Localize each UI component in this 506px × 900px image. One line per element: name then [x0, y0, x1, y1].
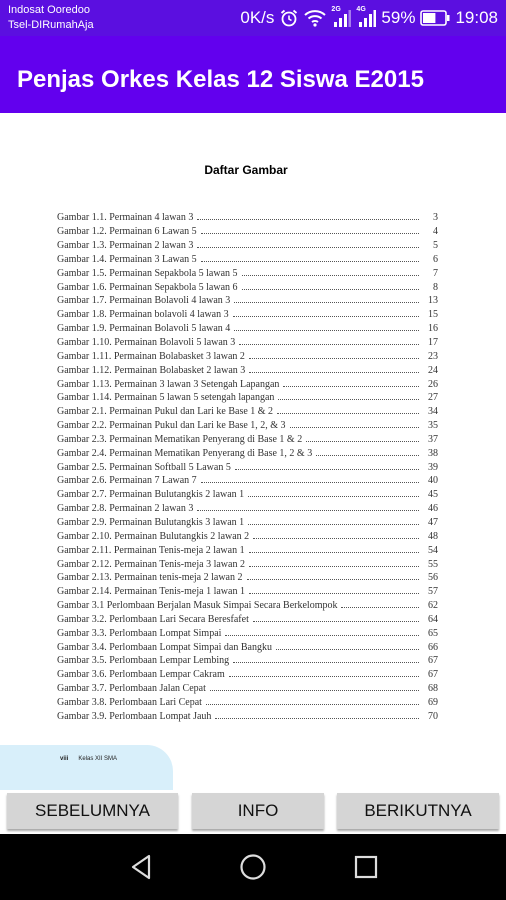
figure-list-item [57, 557, 438, 571]
clock: 19:08 [455, 8, 498, 27]
status-icons [240, 7, 498, 29]
figure-list-item [57, 709, 438, 723]
dot-leader [239, 338, 419, 345]
dot-leader [247, 573, 420, 580]
figure-list-item [57, 502, 438, 516]
figure-page-number: 46 [428, 503, 438, 515]
figure-caption: Gambar 1.5. Permainan Sepakbola 5 lawan 5 [57, 267, 238, 279]
figure-page-number: 5 [433, 240, 438, 252]
figure-page-number: 56 [428, 572, 438, 584]
battery-percent: 59% [381, 8, 416, 27]
figure-caption: Gambar 2.8. Permainan 2 lawan 3 [57, 503, 194, 515]
dot-leader [249, 546, 419, 553]
figure-list-item [57, 280, 438, 294]
dot-leader [278, 393, 419, 400]
figure-page-number: 67 [428, 669, 438, 681]
dot-leader [233, 656, 419, 663]
figure-page-number: 23 [428, 350, 438, 362]
figure-caption: Gambar 3.9. Perlombaan Lompat Jauh [57, 710, 212, 722]
figure-caption: Gambar 2.4. Permainan Mematikan Penyerang di Base 1, 2 & 3 [57, 447, 313, 459]
figure-caption: Gambar 1.6. Permainan Sepakbola 5 lawan 6 [57, 281, 238, 293]
figure-page-number: 7 [433, 267, 438, 279]
wifi-icon [304, 9, 326, 27]
figure-caption: Gambar 2.7. Permainan Bulutangkis 2 lawan 1 [57, 489, 245, 501]
figure-page-number: 15 [428, 309, 438, 321]
dot-leader [197, 213, 419, 220]
dot-leader [242, 269, 419, 276]
dot-leader [235, 463, 419, 470]
system-nav-bar [0, 834, 506, 900]
dot-leader [201, 255, 419, 262]
figure-page-number: 55 [428, 558, 438, 570]
navigation-buttons [0, 790, 506, 834]
figure-caption: Gambar 2.9. Permainan Bulutangkis 3 lawan 1 [57, 516, 245, 528]
figure-list-item [57, 626, 438, 640]
figure-list-item [57, 322, 438, 336]
footer-book-label: Kelas XII SMA [78, 756, 118, 762]
page-footer [0, 745, 173, 790]
dot-leader [249, 366, 419, 373]
dot-leader [248, 518, 419, 525]
signal-icon-2g [331, 6, 351, 27]
figure-page-number: 45 [428, 489, 438, 501]
figure-list-item [57, 336, 438, 350]
figure-list-item [57, 599, 438, 613]
figure-page-number: 4 [433, 226, 438, 238]
figure-caption: Gambar 2.14. Permainan Tenis-meja 1 lawan 1 [57, 586, 245, 598]
figure-list-item [57, 612, 438, 626]
figure-list-item [57, 529, 438, 543]
figure-caption: Gambar 3.8. Perlombaan Lari Cepat [57, 696, 202, 708]
figure-page-number: 37 [428, 433, 438, 445]
figure-page-number: 57 [428, 586, 438, 598]
previous-button[interactable]: SEBELUMNYA [7, 793, 178, 829]
figure-list-item [57, 433, 438, 447]
dot-leader [316, 449, 419, 456]
figure-page-number: 67 [428, 655, 438, 667]
figure-caption: Gambar 3.3. Perlombaan Lompat Simpai [57, 627, 222, 639]
dot-leader [249, 352, 419, 359]
figure-list-item [57, 640, 438, 654]
figure-list-item [57, 696, 438, 710]
dot-leader [306, 435, 419, 442]
dot-leader [276, 643, 419, 650]
figure-page-number: 39 [428, 461, 438, 473]
figure-caption: Gambar 1.11. Permainan Bolabasket 3 lawan 2 [57, 350, 245, 362]
info-button[interactable]: INFO [192, 793, 324, 829]
dot-leader [277, 407, 419, 414]
figure-caption: Gambar 1.7. Permainan Bolavoli 4 lawan 3 [57, 295, 231, 307]
figure-page-number: 64 [428, 613, 438, 625]
document-title: Daftar Gambar [204, 163, 288, 177]
dot-leader [242, 283, 419, 290]
figure-page-number: 69 [428, 696, 438, 708]
dot-leader [201, 227, 419, 234]
footer-text [60, 756, 117, 762]
figure-list-item [57, 585, 438, 599]
figure-list-item [57, 654, 438, 668]
figure-caption: Gambar 2.12. Permainan Tenis-meja 3 lawan 2 [57, 558, 245, 570]
figure-caption: Gambar 3.4. Perlombaan Lompat Simpai dan Bangku [57, 641, 272, 653]
figure-list-item [57, 294, 438, 308]
figure-list-item [57, 682, 438, 696]
network-type-4g: 4G [356, 6, 366, 13]
dot-leader [290, 421, 419, 428]
figure-list-item [57, 474, 438, 488]
figure-list-item [57, 543, 438, 557]
dot-leader [249, 560, 419, 567]
dot-leader [197, 241, 419, 248]
network-type-2g: 2G [331, 6, 341, 13]
battery-icon [420, 10, 450, 26]
figure-list-item [57, 253, 438, 267]
figure-list-item [57, 377, 438, 391]
figure-caption: Gambar 1.3. Permainan 2 lawan 3 [57, 240, 194, 252]
figure-list-item [57, 349, 438, 363]
figure-page-number: 16 [428, 323, 438, 335]
figure-caption: Gambar 3.5. Perlombaan Lempar Lembing [57, 655, 230, 667]
figure-page-number: 70 [428, 710, 438, 722]
carrier-line-1: Indosat Ooredoo [8, 4, 90, 16]
figure-caption: Gambar 2.5. Permainan Softball 5 Lawan 5 [57, 461, 231, 473]
dot-leader [253, 532, 419, 539]
figure-caption: Gambar 1.4. Permainan 3 Lawan 5 [57, 253, 197, 265]
figure-page-number: 6 [433, 253, 438, 265]
figure-caption: Gambar 2.2. Permainan Pukul dan Lari ke Base 1, 2, & 3 [57, 420, 286, 432]
app-bar [0, 36, 506, 113]
figure-caption: Gambar 1.9. Permainan Bolavoli 5 lawan 4 [57, 323, 231, 335]
alarm-icon [279, 8, 299, 28]
figure-caption: Gambar 1.14. Permainan 5 lawan 5 setengah lapangan [57, 392, 275, 404]
figure-caption: Gambar 3.6. Perlombaan Lempar Cakram [57, 669, 225, 681]
figure-caption: Gambar 2.1. Permainan Pukul dan Lari ke Base 1 & 2 [57, 406, 274, 418]
figure-list-item [57, 391, 438, 405]
figure-list-item [57, 239, 438, 253]
figure-caption: Gambar 2.13. Permainan tenis-meja 2 lawan 2 [57, 572, 243, 584]
carrier-line-2: Tsel-DIRumahAja [8, 19, 94, 31]
dot-leader [253, 615, 419, 622]
figure-caption: Gambar 1.13. Permainan 3 lawan 3 Setengah Lapangan [57, 378, 280, 390]
figure-list-item [57, 308, 438, 322]
figure-caption: Gambar 1.10. Permainan Bolavoli 5 lawan 3 [57, 337, 236, 349]
figure-page-number: 62 [428, 600, 438, 612]
figure-page-number: 13 [428, 295, 438, 307]
figure-caption: Gambar 1.8. Permainan bolavoli 4 lawan 3 [57, 309, 229, 321]
dot-leader [201, 476, 419, 483]
back-icon[interactable] [128, 853, 156, 881]
figure-page-number: 17 [428, 337, 438, 349]
figure-list-item [57, 363, 438, 377]
figure-list-item [57, 225, 438, 239]
dot-leader [206, 698, 419, 705]
figure-page-number: 66 [428, 641, 438, 653]
figure-list-item [57, 211, 438, 225]
dot-leader [233, 310, 419, 317]
figure-page-number: 27 [428, 392, 438, 404]
figure-page-number: 8 [433, 281, 438, 293]
dot-leader [234, 324, 419, 331]
figure-list-item [57, 516, 438, 530]
recents-icon[interactable] [352, 853, 380, 881]
figure-page-number: 54 [428, 544, 438, 556]
figure-list-item [57, 419, 438, 433]
figure-page-number: 65 [428, 627, 438, 639]
figure-caption: Gambar 1.2. Permainan 6 Lawan 5 [57, 226, 197, 238]
figure-page-number: 3 [433, 212, 438, 224]
signal-icon-4g [356, 6, 376, 27]
figure-page-number: 35 [428, 420, 438, 432]
dot-leader [234, 296, 419, 303]
figure-list-item [57, 488, 438, 502]
figure-caption: Gambar 3.7. Perlombaan Jalan Cepat [57, 683, 206, 695]
next-button[interactable]: BERIKUTNYA [337, 793, 499, 829]
app-title: Penjas Orkes Kelas 12 Siswa E2015 [17, 66, 424, 93]
dot-leader [249, 587, 419, 594]
figure-page-number: 26 [428, 378, 438, 390]
figure-caption: Gambar 3.2. Perlombaan Lari Secara Beresfafet [57, 613, 249, 625]
dot-leader [341, 601, 419, 608]
dot-leader [215, 712, 419, 719]
figure-caption: Gambar 2.10. Permainan Bulutangkis 2 lawan 2 [57, 530, 250, 542]
figure-list-item [57, 446, 438, 460]
figure-caption: Gambar 1.12. Permainan Bolabasket 2 lawan 3 [57, 364, 246, 376]
network-speed: 0K/s [240, 8, 275, 27]
footer-page-number: viii [60, 756, 69, 762]
dot-leader [283, 380, 419, 387]
figure-page-number: 38 [428, 447, 438, 459]
figure-list [57, 211, 438, 723]
figure-list-item [57, 571, 438, 585]
home-icon[interactable] [239, 853, 267, 881]
figure-caption: Gambar 2.11. Permainan Tenis-meja 2 lawan 1 [57, 544, 245, 556]
dot-leader [197, 504, 419, 511]
figure-page-number: 40 [428, 475, 438, 487]
carrier-info [8, 3, 94, 33]
figure-page-number: 47 [428, 516, 438, 528]
figure-page-number: 34 [428, 406, 438, 418]
document-page[interactable] [0, 113, 506, 790]
figure-caption: Gambar 1.1. Permainan 4 lawan 3 [57, 212, 194, 224]
dot-leader [210, 684, 419, 691]
status-bar [0, 0, 506, 36]
figure-list-item [57, 266, 438, 280]
figure-caption: Gambar 3.1 Perlombaan Berjalan Masuk Simpai Secara Berkelompok [57, 600, 338, 612]
figure-list-item [57, 405, 438, 419]
figure-page-number: 24 [428, 364, 438, 376]
dot-leader [229, 670, 419, 677]
figure-caption: Gambar 2.6. Permainan 7 Lawan 7 [57, 475, 197, 487]
dot-leader [248, 490, 419, 497]
figure-caption: Gambar 2.3. Permainan Mematikan Penyerang di Base 1 & 2 [57, 433, 303, 445]
figure-list-item [57, 668, 438, 682]
figure-page-number: 48 [428, 530, 438, 542]
dot-leader [225, 629, 419, 636]
figure-page-number: 68 [428, 683, 438, 695]
figure-list-item [57, 460, 438, 474]
